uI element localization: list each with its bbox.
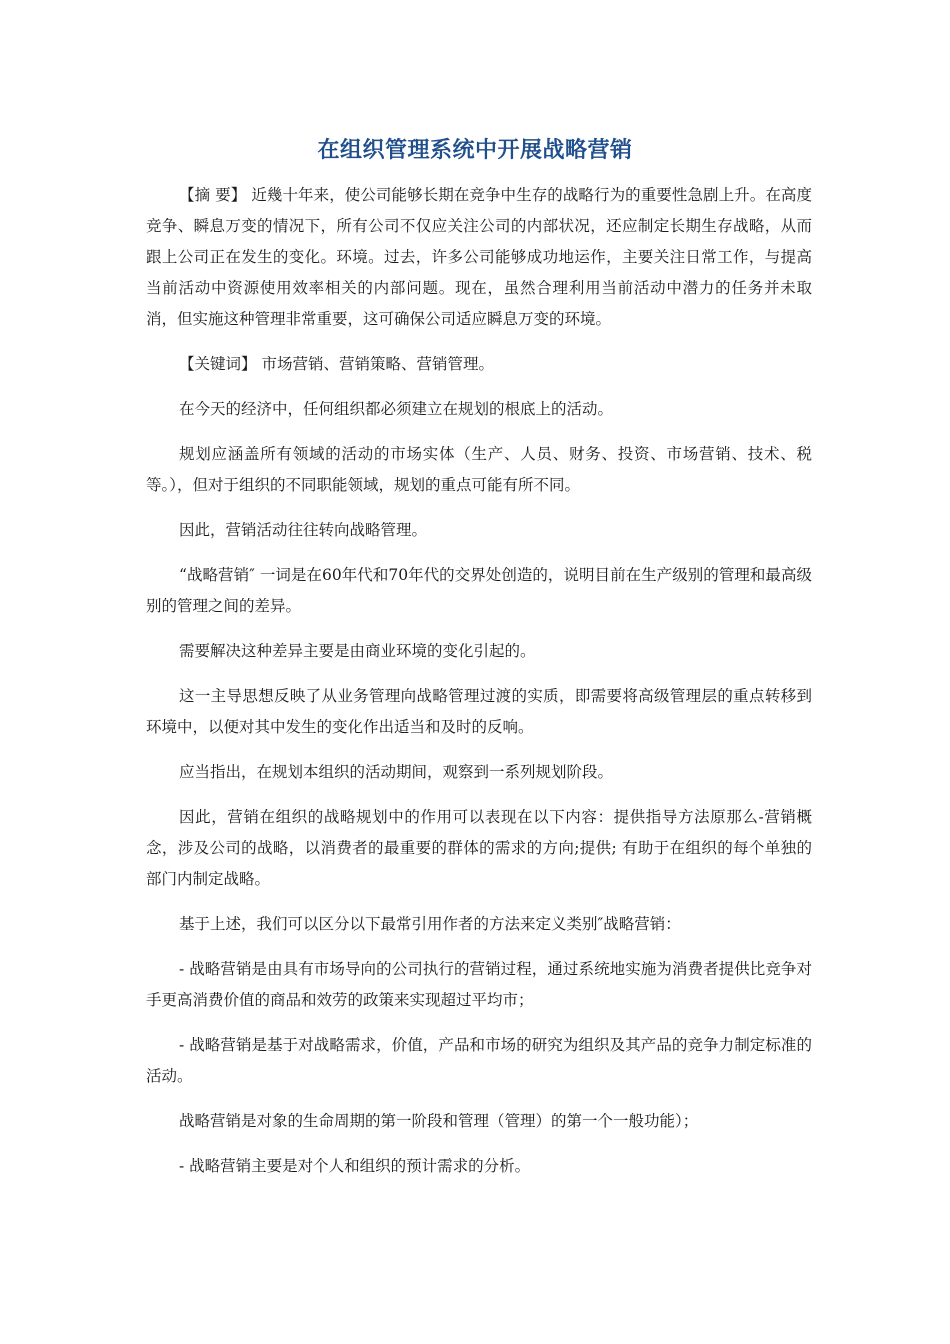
body-paragraph: 需要解决这种差异主要是由商业环境的变化引起的。 [179,642,536,660]
body-paragraph: 应当指出，在规划本组织的活动期间，观察到一系列规划阶段。 [179,763,614,781]
list-item-paragraph: - 战略营销是由具有市场导向的公司执行的营销过程，通过系统地实施为消费者提供比竞争对手更高消费价值的商品和效劳的政策来实现超过平均市； [146,960,812,1009]
abstract-paragraph [146,180,812,335]
body-paragraph: 这一主导思想反映了从业务管理向战略管理过渡的实质，即需要将高级管理层的重点转移到环境中，以便对其中发生的变化作出适当和及时的反响。 [146,687,812,736]
keywords-text: 市场营销、营销策略、营销管理。 [256,355,494,373]
keywords-label: 【关键词】 [179,355,257,373]
abstract-label: 【摘 要】 [179,186,247,204]
article-body [146,180,812,1196]
page-title: 在组织管理系统中开展战略营销 [317,138,633,163]
abstract-text: 近幾十年来，使公司能够长期在竞争中生存的战略行为的重要性急剧上升。在高度竞争、瞬息万变的情况下，所有公司不仅应关注公司的内部状况，还应制定长期生存战略，从而跟上公司正在发生的变化。环境。过去，许多公司能够成功地运作，主要关注日常工作，与提高当前活动中资源使用效率相关的内部问题。现在，虽然合理利用当前活动中潜力的任务并未取消，但实施这种管理非常重要，这可确保公司适应瞬息万变的环境。 [146,186,812,328]
body-paragraph: 在今天的经济中，任何组织都必须建立在规划的根底上的活动。 [179,400,614,418]
list-item-paragraph: - 战略营销主要是对个人和组织的预计需求的分析。 [179,1157,531,1175]
body-paragraph: “战略营销″ 一词是在60年代和70年代的交界处创造的，说明目前在生产级别的管理和最高级别的管理之间的差异。 [146,566,812,615]
body-paragraph: 基于上述，我们可以区分以下最常引用作者的方法来定义类别″战略营销： [179,915,681,933]
keywords-paragraph [146,349,812,380]
body-paragraph: 战略营销是对象的生命周期的第一阶段和管理（管理）的第一个一般功能）； [179,1112,699,1130]
list-item-paragraph: - 战略营销是基于对战略需求，价值，产品和市场的研究为组织及其产品的竞争力制定标准的活动。 [146,1036,812,1085]
body-paragraph: 因此，营销在组织的战略规划中的作用可以表现在以下内容：提供指导方法原那么-营销概念，涉及公司的战略，以消费者的最重要的群体的需求的方向;提供; 有助于在组织的每个单独的部门内制定战略。 [146,808,812,888]
body-paragraph: 规划应涵盖所有领域的活动的市场实体（生产、人员、财务、投资、市场营销、技术、税等。），但对于组织的不同职能领域，规划的重点可能有所不同。 [146,445,812,494]
body-paragraph: 因此，营销活动往往转向战略管理。 [179,521,428,539]
